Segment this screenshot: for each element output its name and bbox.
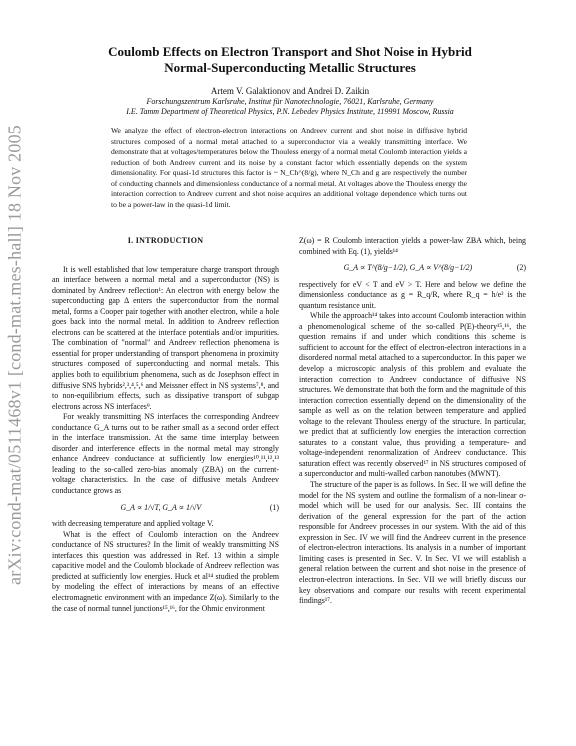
equation-number: (2) [516, 263, 526, 273]
affiliation-1: Forschungszentrum Karlsruhe, Institut für Nanotechnologie, 76021, Karlsruhe, Germany [146, 97, 434, 106]
paragraph: with decreasing temperature and applied voltage V. [52, 519, 214, 529]
arxiv-sidebar [2, 120, 28, 590]
arxiv-identifier: arXiv:cond-mat/0511468v1 [cond-mat.mes-hall] 18 Nov 2005 [4, 125, 25, 585]
paragraph: respectively for eV < T and eV > T. Here and below we define the dimensionless conductance as g = R_q/R, where R_q = h/e² is the quantum resistance unit. [299, 279, 526, 310]
abstract: We analyze the effect of electron-electron interactions on Andreev current and shot noise in diffusive hybrid structures composed of a normal metal attached to a superconductor via a weakly transmitting interface. We demonstrate that at voltages/temperatures below the Thouless energy of a normal metal Coulomb interaction yields a reduction of both Andreev current and its noise by a constant factor which essentially depends on the system dimensionality. For quasi-1d structures this factor is ~ N_Ch^(8/g), where N_Ch and g are respectively the number of conducting channels and dimensionless conductance of a normal metal. At voltages above the Thouless energy the interaction correction to Andreev current and shot noise acquires an additional voltage dependence which turns out to be a power-law in the quasi-1d limit. [111, 126, 467, 209]
equation-2 [299, 263, 526, 274]
equation-1 [52, 503, 279, 514]
title-line-1: Coulomb Effects on Electron Transport and Shot Noise in Hybrid [108, 44, 472, 59]
paragraph: For weakly transmitting NS interfaces the corresponding Andreev conductance G_A turns out to be rather small as a second order effect in the interface transmission. At the same time interplay between disorder and interference effects in the normal metal may strongly enhance Andreev conductance at sufficiently low energies¹⁰,¹¹,¹²,¹³ leading to the so-called zero-bias anomaly (ZBA) on the current-voltage characteristics. In the case of diffusive metals Andreev conductance grows as [52, 412, 279, 496]
paragraph: The structure of the paper is as follows. In Sec. II we will define the model for the NS system and outline the formalism of a non-linear σ-model which will be used for our analysis. Sec. III contains the derivation of the general expression for the part of the action responsible for Andreev processes in our system. With the aid of this expression in Sec. IV we will find the Andreev current in the presence of electron-electron interactions. Its analysis in a number of important limiting cases is presented in Sec. V. In Sec. VI we will establish a general relation between the current and shot noise in the presence of electron-electron interactions. In Sec. VII we will briefly discuss our key observations and compare our results with recent experimental findings¹⁷. [299, 480, 526, 606]
paragraph: Z(ω) = R Coulomb interaction yields a power-law ZBA which, being combined with Eq. (1), yields¹⁴ [299, 236, 526, 256]
affiliation-2: I.E. Tamm Department of Theoretical Physics, P.N. Lebedev Physics Institute, 119991 Moscow, Russia [126, 107, 454, 116]
equation-body: G_A ∝ 1/√T, G_A ∝ 1/√V [120, 502, 202, 512]
right-column [299, 236, 526, 607]
affiliations [60, 97, 520, 117]
paper-title [60, 44, 520, 76]
section-heading: I. INTRODUCTION [127, 236, 204, 245]
title-line-2: Normal-Superconducting Metallic Structures [164, 60, 416, 75]
paragraph: It is well established that low temperature charge transport through an interface between a normal metal and a superconductor (NS) is dominated by Andreev reflection¹: An electron with energy below the superconducting gap Δ enters the superconductor from the normal metal, forms a Cooper pair together with another electron, while a hole goes back into the normal metal. In addition to Andreev reflection electrons can be scattered at the interface potentials and/or impurities. The combination of "normal" and Andreev reflection phenomena is essential for proper understanding of transport phenomena in proximity structures composed of superconducting and normal metals. This applies both to equilibrium phenomena, such as dc Josephson effect in diffusive SNS hybrids²,³,⁴,⁵,⁶ and Meissner effect in NS systems⁷,⁸, and to non-equilibrium effects, such as dissipative transport of subgap electrons across NS interfaces⁹. [52, 264, 279, 411]
paragraph: While the approach¹⁴ takes into account Coulomb interaction within a phenomenological scheme of the so-called P(E)-theory¹⁵,¹⁶, the question remains if and under which conditions this scheme is sufficient to account for the effect of electron-electron interactions in a disordered normal metal attached to a superconductor. In this paper we develop a microscopic analysis of this problem and evaluate the interaction correction to Andreev conductance of diffusive NS structures. We demonstrate that both the form and the magnitude of this interaction correction essentially depend on the dimensionality of the sample as well as on the relation between temperature and applied voltage to the relevant Thouless energy of the structure. In particular, we predict that at sufficiently low energies the interaction correction saturates to a constant value, thus providing a temperature- and voltage-independent renormalization of Andreev conductance. This saturation effect was recently observed¹⁷ in NS structures composed of a superconductor and multi-walled carbon nanotubes (MWNT). [299, 311, 526, 479]
authors: Artem V. Galaktionov and Andrei D. Zaikin [210, 86, 370, 96]
left-column [52, 236, 279, 614]
equation-number: (1) [269, 502, 279, 512]
equation-body: G_A ∝ T^(8/g−1/2), G_A ∝ V^(8/g−1/2) [343, 263, 473, 273]
paragraph: What is the effect of Coulomb interaction on the Andreev conductance of NS structures? In the limit of weakly transmitting NS interfaces this question was addressed in Ref. 13 within a simple capacitive model and the Coulomb blockade of Andreev reflection was predicted at sufficiently low energies. Huck et al¹⁴ studied the problem by modeling the effect of interactions by means of an effective electromagnetic environment with an impedance Z(ω). Similarly to the the case of normal tunnel junctions¹⁵,¹⁶, for the Ohmic environment [52, 529, 279, 613]
